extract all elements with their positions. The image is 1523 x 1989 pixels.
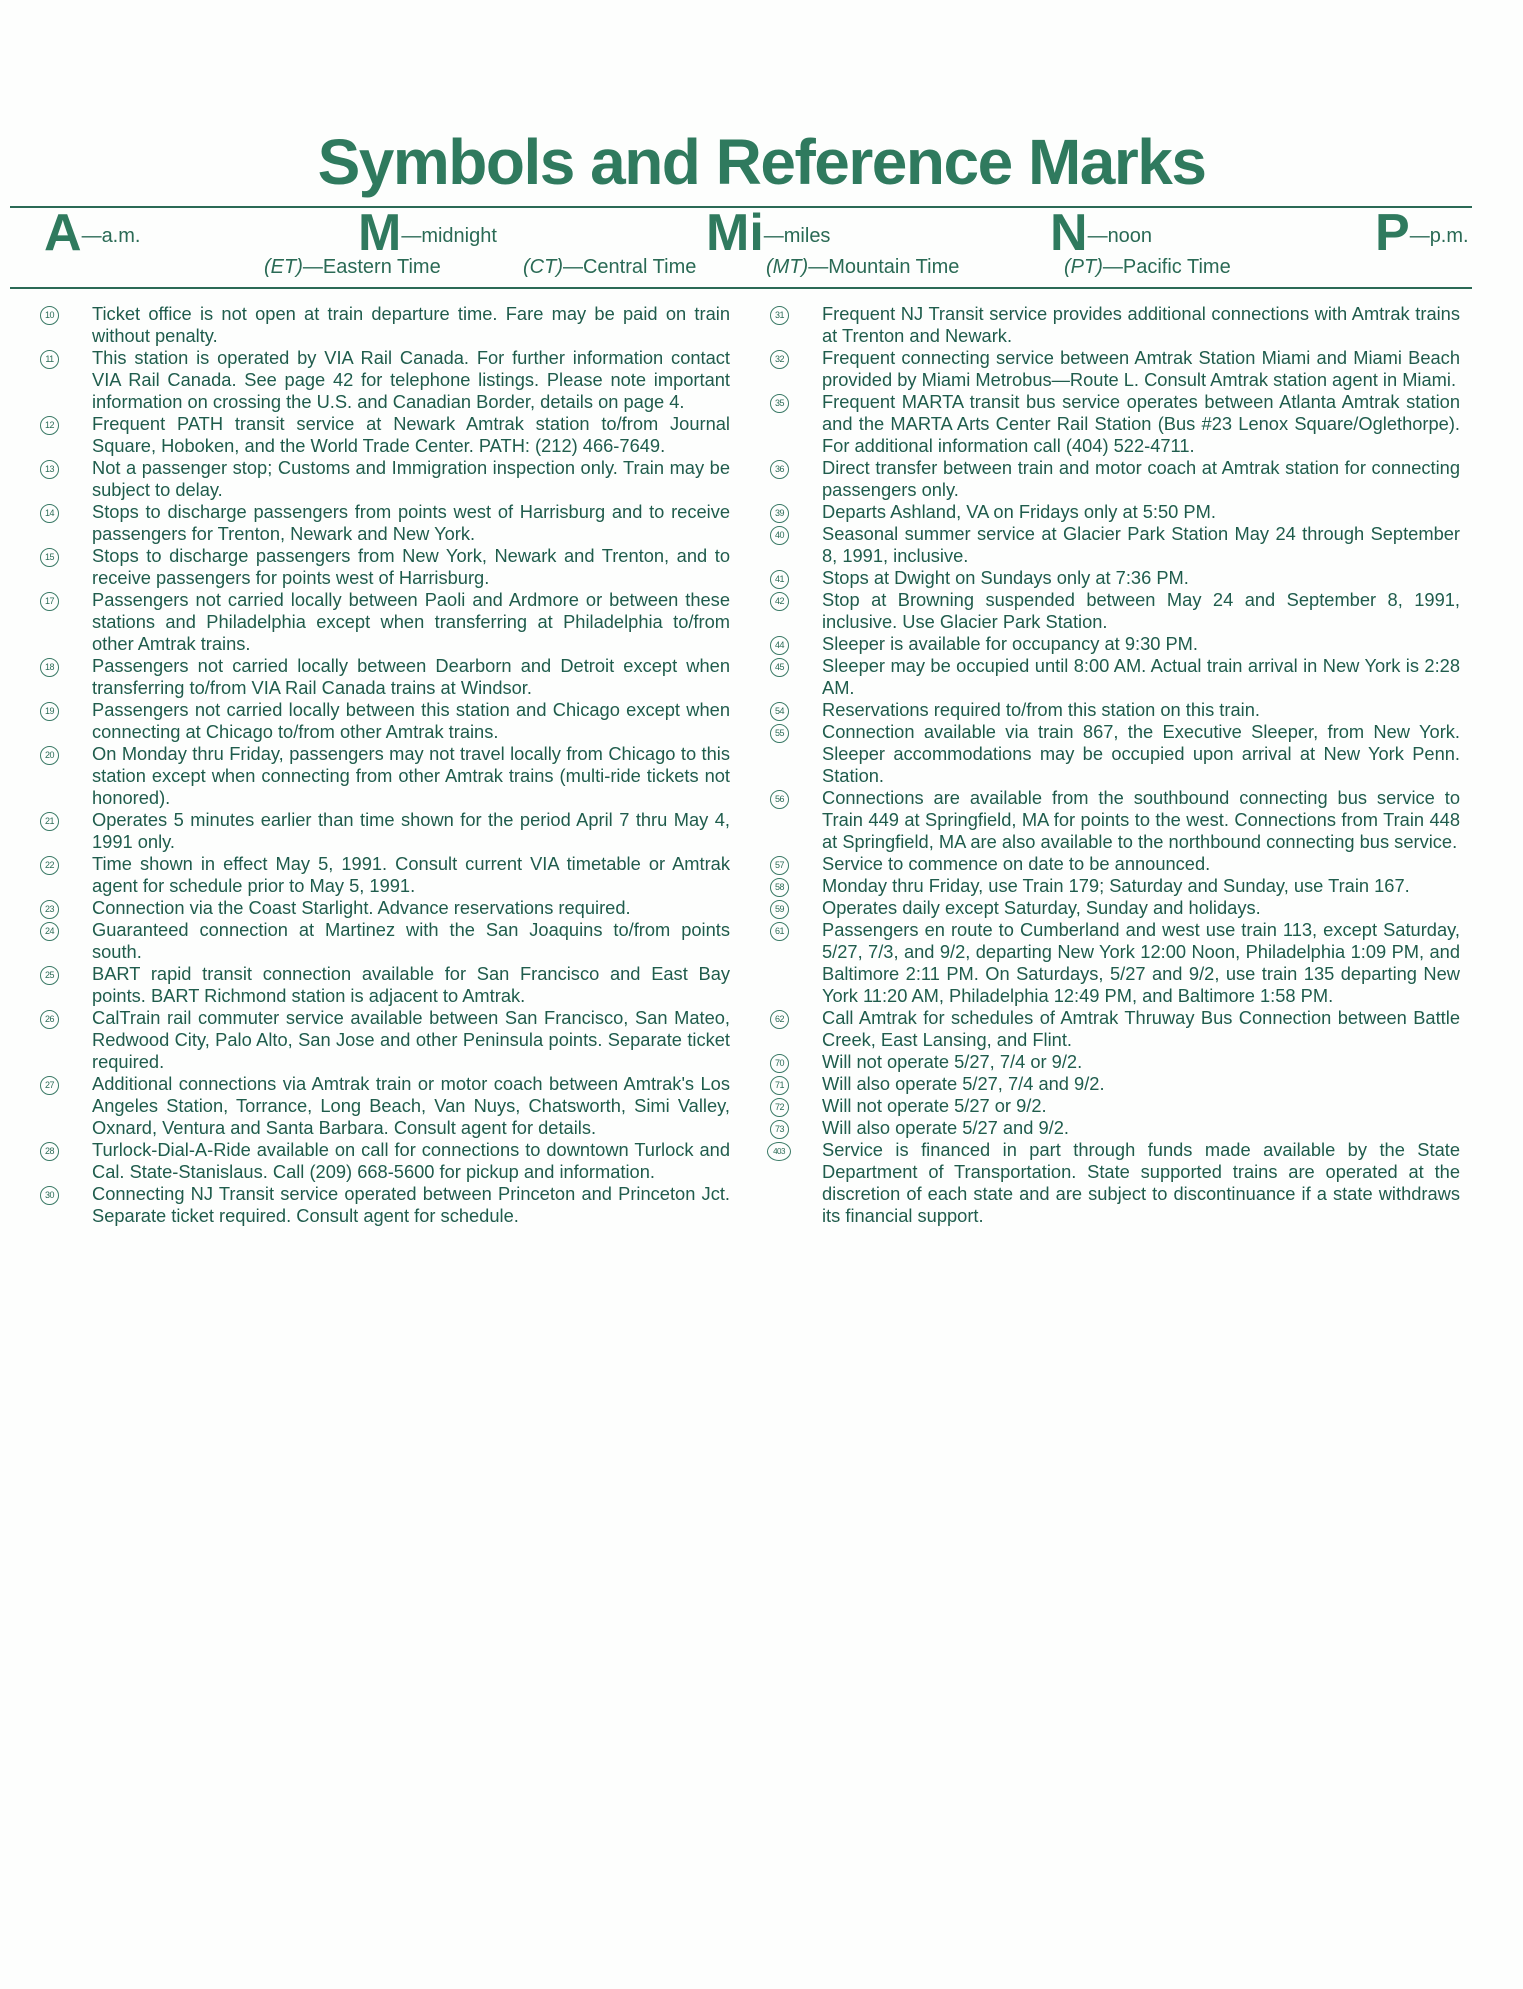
reference-note	[40, 1007, 730, 1073]
reference-mark-icon: 17	[40, 592, 59, 611]
reference-mark-icon: 27	[40, 1076, 59, 1095]
tz-label: —Eastern Time	[302, 256, 441, 278]
reference-note	[40, 853, 730, 897]
note-text: CalTrain rail commuter service available between San Francisco, San Mateo, Redwood City, Palo Alto, San Jose and other Peninsula points. Separate ticket required.	[92, 1007, 730, 1072]
note-text: Time shown in effect May 5, 1991. Consult current VIA timetable or Amtrak agent for schedule prior to May 5, 1991.	[92, 853, 730, 896]
reference-mark-icon: 23	[40, 900, 59, 919]
tz-code: (PT)	[1064, 256, 1103, 278]
reference-note	[770, 589, 1460, 633]
abbr-meaning: —midnight	[401, 225, 497, 247]
reference-mark-icon: 12	[40, 416, 59, 435]
reference-note	[40, 501, 730, 545]
note-text: Departs Ashland, VA on Fridays only at 5:50 PM.	[822, 501, 1216, 522]
note-text: On Monday thru Friday, passengers may not travel locally from Chicago to this station except when connecting from other Amtrak trains (multi-ride tickets not honored).	[92, 743, 730, 808]
note-text: Monday thru Friday, use Train 179; Saturday and Sunday, use Train 167.	[822, 875, 1410, 896]
reference-mark-icon: 32	[770, 350, 789, 369]
reference-note	[770, 391, 1460, 457]
reference-note	[40, 963, 730, 1007]
note-text: Direct transfer between train and motor coach at Amtrak station for connecting passengers only.	[822, 457, 1460, 500]
reference-note	[770, 347, 1460, 391]
reference-mark-icon: 42	[770, 592, 789, 611]
abbr-meaning: —miles	[763, 225, 831, 247]
reference-mark-icon: 54	[770, 702, 789, 721]
tz-pacific	[1064, 256, 1231, 279]
reference-note	[40, 919, 730, 963]
reference-note	[770, 303, 1460, 347]
reference-note	[770, 1117, 1460, 1139]
reference-note	[770, 919, 1460, 1007]
abbr-letter: Mi	[706, 204, 764, 262]
reference-note	[770, 875, 1460, 897]
abbreviation-legend	[0, 204, 1523, 262]
abbr-letter: M	[358, 204, 402, 262]
note-text: Stop at Browning suspended between May 24 and September 8, 1991, inclusive. Use Glacier Park Station.	[822, 589, 1460, 632]
note-text: Connection via the Coast Starlight. Advance reservations required.	[92, 897, 631, 918]
reference-mark-icon: 56	[770, 790, 789, 809]
note-text: Passengers not carried locally between Paoli and Ardmore or between these stations and Philadelphia except when transferring at Philadelphia to/from other Amtrak trains.	[92, 589, 730, 654]
note-text: Turlock-Dial-A-Ride available on call for connections to downtown Turlock and Cal. State-Stanislaus. Call (209) 668-5600 for pickup and information.	[92, 1139, 730, 1182]
abbr-meaning: —p.m.	[1409, 225, 1469, 247]
reference-note	[770, 1051, 1460, 1073]
note-text: Additional connections via Amtrak train or motor coach between Amtrak's Los Angeles Station, Torrance, Long Beach, Van Nuys, Chatsworth, Simi Valley, Oxnard, Ventura and Santa Barbara. Consult agent for details.	[92, 1073, 730, 1138]
reference-note	[40, 1183, 730, 1227]
reference-note	[770, 1007, 1460, 1051]
abbr-letter: A	[44, 204, 82, 262]
reference-note	[770, 699, 1460, 721]
reference-mark-icon: 22	[40, 856, 59, 875]
reference-mark-icon: 59	[770, 900, 789, 919]
abbr-meaning: —noon	[1087, 225, 1153, 247]
tz-label: —Mountain Time	[808, 256, 960, 278]
note-text: Reservations required to/from this station on this train.	[822, 699, 1260, 720]
abbr-midnight	[358, 204, 497, 262]
note-text: Operates 5 minutes earlier than time shown for the period April 7 thru May 4, 1991 only.	[92, 809, 730, 852]
reference-mark-icon: 10	[40, 306, 59, 325]
reference-note	[770, 897, 1460, 919]
note-text: Frequent NJ Transit service provides additional connections with Amtrak trains at Trenton and Newark.	[822, 303, 1460, 346]
tz-label: —Central Time	[562, 256, 697, 278]
note-text: Operates daily except Saturday, Sunday and holidays.	[822, 897, 1261, 918]
reference-note	[40, 303, 730, 347]
tz-code: (MT)	[766, 256, 809, 278]
reference-mark-icon: 58	[770, 878, 789, 897]
tz-label: —Pacific Time	[1102, 256, 1231, 278]
note-text: Connecting NJ Transit service operated between Princeton and Princeton Jct. Separate ticket required. Consult agent for schedule.	[92, 1183, 730, 1226]
reference-mark-icon: 28	[40, 1142, 59, 1161]
reference-note	[40, 457, 730, 501]
reference-mark-icon: 70	[770, 1054, 789, 1073]
note-text: Will also operate 5/27 and 9/2.	[822, 1117, 1069, 1138]
reference-mark-icon: 20	[40, 746, 59, 765]
note-text: Passengers en route to Cumberland and west use train 113, except Saturday, 5/27, 7/3, and 9/2, departing New York 12:00 Noon, Philadelphia 1:09 PM, and Baltimore 2:11 PM. On Saturdays, 5/27 and 9/2, use train 135 departing New York 11:20 AM, Philadelphia 12:49 PM, and Baltimore 1:58 PM.	[822, 919, 1460, 1006]
note-text: Passengers not carried locally between Dearborn and Detroit except when transferring to/from VIA Rail Canada trains at Windsor.	[92, 655, 730, 698]
reference-note	[770, 1139, 1460, 1227]
tz-mountain	[766, 256, 959, 279]
note-text: Not a passenger stop; Customs and Immigration inspection only. Train may be subject to delay.	[92, 457, 730, 500]
reference-note	[40, 897, 730, 919]
reference-note	[770, 457, 1460, 501]
note-text: This station is operated by VIA Rail Canada. For further information contact VIA Rail Canada. See page 42 for telephone listings. Please note important information on crossing the U.S. and Canadian Border, details on page 4.	[92, 347, 730, 412]
notes-column-right	[770, 303, 1460, 1227]
note-text: Call Amtrak for schedules of Amtrak Thruway Bus Connection between Battle Creek, East Lansing, and Flint.	[822, 1007, 1460, 1050]
note-text: Sleeper is available for occupancy at 9:30 PM.	[822, 633, 1198, 654]
note-text: Seasonal summer service at Glacier Park Station May 24 through September 8, 1991, inclusive.	[822, 523, 1460, 566]
abbr-am	[44, 204, 141, 262]
reference-mark-icon: 35	[770, 394, 789, 413]
note-text: Stops to discharge passengers from points west of Harrisburg and to receive passengers for Trenton, Newark and New York.	[92, 501, 730, 544]
reference-mark-icon: 62	[770, 1010, 789, 1029]
reference-mark-icon: 24	[40, 922, 59, 941]
reference-note	[770, 787, 1460, 853]
notes-column-left	[40, 303, 730, 1227]
note-text: Guaranteed connection at Martinez with the San Joaquins to/from points south.	[92, 919, 730, 962]
legend-rule	[10, 287, 1472, 289]
note-text: Frequent connecting service between Amtrak Station Miami and Miami Beach provided by Miami Metrobus—Route L. Consult Amtrak station agent in Miami.	[822, 347, 1460, 390]
reference-mark-icon: 25	[40, 966, 59, 985]
reference-note	[40, 347, 730, 413]
reference-note	[40, 809, 730, 853]
note-text: BART rapid transit connection available for San Francisco and East Bay points. BART Richmond station is adjacent to Amtrak.	[92, 963, 730, 1006]
note-text: Stops to discharge passengers from New York, Newark and Trenton, and to receive passengers for points west of Harrisburg.	[92, 545, 730, 588]
note-text: Frequent PATH transit service at Newark Amtrak station to/from Journal Square, Hoboken, and the World Trade Center. PATH: (212) 466-7649.	[92, 413, 730, 456]
reference-note	[770, 655, 1460, 699]
reference-mark-icon: 14	[40, 504, 59, 523]
reference-mark-icon: 13	[40, 460, 59, 479]
note-text: Will not operate 5/27 or 9/2.	[822, 1095, 1047, 1116]
abbr-miles	[706, 204, 831, 262]
reference-mark-icon: 11	[40, 350, 59, 369]
note-text: Connection available via train 867, the Executive Sleeper, from New York. Sleeper accommodations may be occupied upon arrival at New York Penn. Station.	[822, 721, 1460, 786]
reference-mark-icon: 36	[770, 460, 789, 479]
reference-mark-icon: 45	[770, 658, 789, 677]
reference-note	[40, 743, 730, 809]
note-text: Will not operate 5/27, 7/4 or 9/2.	[822, 1051, 1083, 1072]
note-text: Will also operate 5/27, 7/4 and 9/2.	[822, 1073, 1105, 1094]
note-text: Stops at Dwight on Sundays only at 7:36 PM.	[822, 567, 1189, 588]
reference-note	[770, 501, 1460, 523]
reference-note	[770, 1073, 1460, 1095]
reference-note	[40, 1073, 730, 1139]
reference-note	[40, 545, 730, 589]
abbr-noon	[1050, 204, 1153, 262]
abbr-pm	[1375, 204, 1469, 262]
reference-mark-icon: 21	[40, 812, 59, 831]
tz-code: (CT)	[523, 256, 563, 278]
reference-note	[770, 1095, 1460, 1117]
note-text: Frequent MARTA transit bus service operates between Atlanta Amtrak station and the MARTA Arts Center Rail Station (Bus #23 Lenox Square/Oglethorpe). For additional information call (404) 522-4711.	[822, 391, 1460, 456]
reference-note	[40, 413, 730, 457]
tz-code: (ET)	[264, 256, 303, 278]
reference-mark-icon: 26	[40, 1010, 59, 1029]
reference-note	[770, 633, 1460, 655]
note-text: Passengers not carried locally between this station and Chicago except when connecting at Chicago to/from other Amtrak trains.	[92, 699, 730, 742]
abbr-letter: N	[1050, 204, 1088, 262]
note-text: Service is financed in part through funds made available by the State Department of Transportation. State supported trains are operated at the discretion of each state and are subject to discontinuance if a state withdraws its financial support.	[822, 1139, 1460, 1226]
reference-mark-icon: 15	[40, 548, 59, 567]
reference-mark-icon: 30	[40, 1186, 59, 1205]
reference-note	[40, 699, 730, 743]
reference-mark-icon: 41	[770, 570, 789, 589]
reference-mark-icon: 18	[40, 658, 59, 677]
reference-note	[770, 853, 1460, 875]
reference-mark-icon: 61	[770, 922, 789, 941]
reference-mark-icon: 72	[770, 1098, 789, 1117]
reference-mark-icon: 40	[770, 526, 789, 545]
reference-mark-icon: 73	[770, 1120, 789, 1139]
reference-mark-icon: 44	[770, 636, 789, 655]
note-text: Connections are available from the southbound connecting bus service to Train 449 at Springfield, MA for points to the west. Connections from Train 448 at Springfield, MA are also available to the northbound connecting bus service.	[822, 787, 1460, 852]
reference-note	[770, 721, 1460, 787]
reference-note	[40, 1139, 730, 1183]
reference-mark-icon: 403	[767, 1142, 791, 1161]
page-title: Symbols and Reference Marks	[317, 126, 1206, 198]
abbr-letter: P	[1375, 204, 1410, 262]
reference-mark-icon: 57	[770, 856, 789, 875]
reference-note	[770, 567, 1460, 589]
time-zone-legend	[0, 256, 1523, 286]
note-text: Service to commence on date to be announced.	[822, 853, 1211, 874]
reference-mark-icon: 31	[770, 306, 789, 325]
abbr-meaning: —a.m.	[81, 225, 141, 247]
tz-central	[523, 256, 696, 279]
note-text: Ticket office is not open at train departure time. Fare may be paid on train without penalty.	[92, 303, 730, 346]
reference-note	[770, 523, 1460, 567]
reference-mark-icon: 55	[770, 724, 789, 743]
reference-mark-icon: 39	[770, 504, 789, 523]
reference-note	[40, 655, 730, 699]
reference-note	[40, 589, 730, 655]
reference-mark-icon: 19	[40, 702, 59, 721]
reference-mark-icon: 71	[770, 1076, 789, 1095]
tz-eastern	[264, 256, 441, 279]
note-text: Sleeper may be occupied until 8:00 AM. Actual train arrival in New York is 2:28 AM.	[822, 655, 1460, 698]
